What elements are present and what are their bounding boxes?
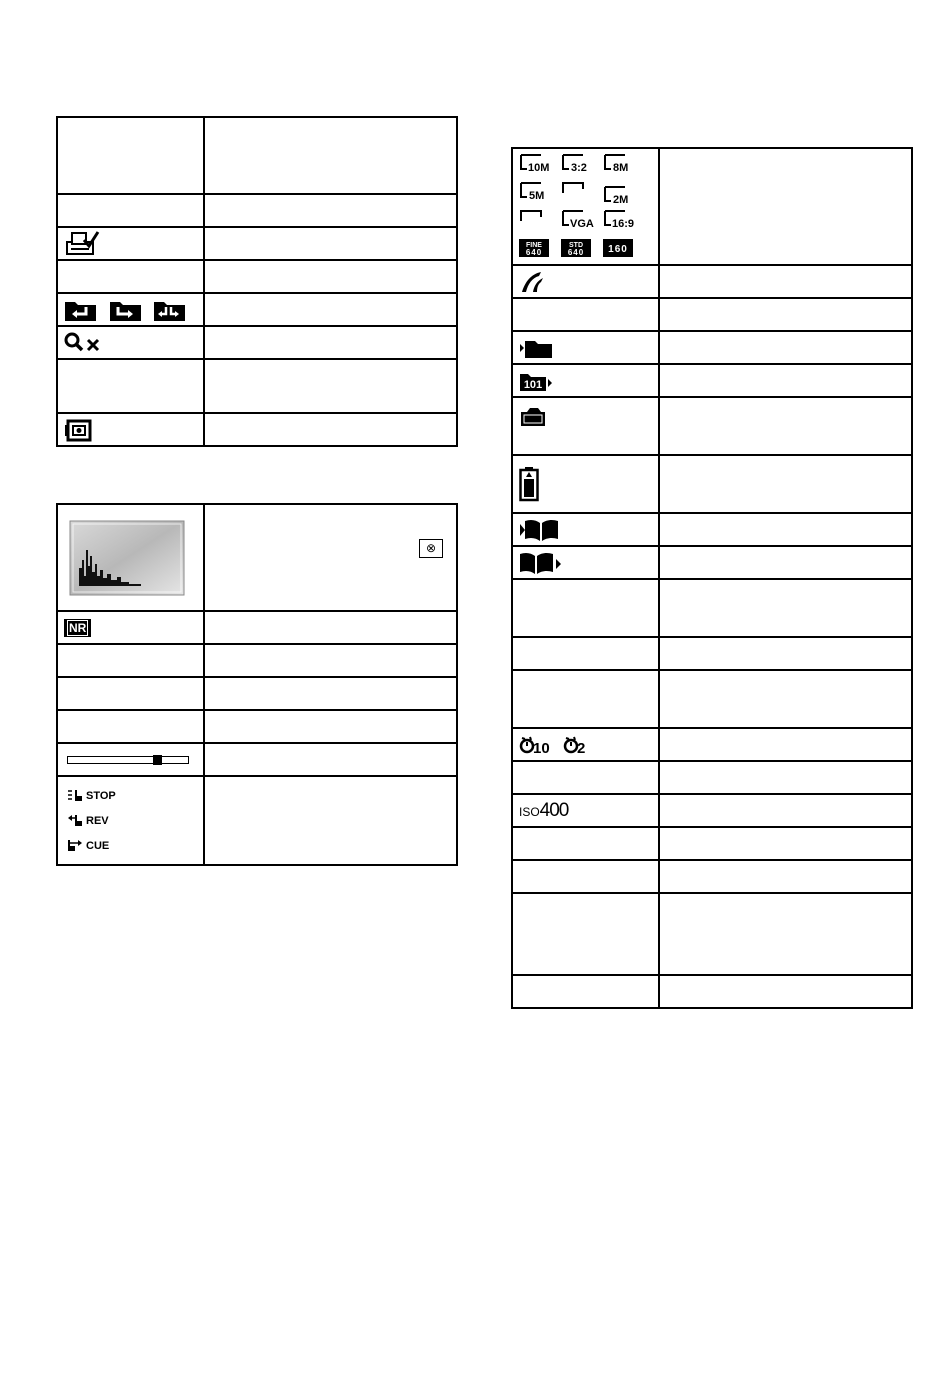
image-size-16-9-icon — [605, 211, 634, 230]
flash-cell — [512, 265, 659, 298]
table-cell — [57, 644, 204, 677]
camera-storage-icon — [519, 406, 547, 428]
folder-swap-icon — [154, 302, 185, 321]
table-cell — [57, 359, 204, 413]
image-size-2m-icon — [605, 187, 628, 206]
table-cell — [204, 194, 457, 227]
flash-swoosh-icon — [519, 270, 547, 294]
table-cell — [512, 761, 659, 794]
folder-exit-icon — [110, 302, 141, 321]
zoom-cancel-cell — [57, 326, 204, 359]
folder-number-label: 101 — [523, 378, 543, 391]
table-cell — [204, 504, 457, 611]
folder-icons-cell — [57, 293, 204, 326]
image-size-3-2-label: 3:2 — [571, 161, 587, 174]
camera-frame-icon — [64, 418, 92, 442]
camera-storage-cell — [512, 397, 659, 455]
table-cell — [659, 364, 912, 397]
rev-label: REV — [86, 814, 109, 827]
self-timer-2-label: 2 — [577, 739, 586, 756]
stop-icon — [67, 789, 83, 802]
table-cell — [204, 359, 457, 413]
image-size-cell — [512, 148, 659, 265]
table-cell — [204, 776, 457, 865]
battery-cell — [512, 455, 659, 513]
self-timer-10-icon — [521, 737, 550, 756]
record-folder-cell — [512, 331, 659, 364]
self-timer-2-icon — [565, 737, 585, 756]
icon-table-top-left — [56, 116, 458, 447]
folder-number-cell — [512, 364, 659, 397]
icon-table-right — [511, 147, 913, 1009]
table-cell — [659, 331, 912, 364]
nr-cell — [57, 611, 204, 644]
table-cell — [204, 260, 457, 293]
table-cell — [512, 827, 659, 860]
folder-nav-icons — [64, 298, 189, 322]
image-size-icons — [519, 153, 639, 261]
image-size-blank-icon — [563, 183, 583, 193]
cue-icon — [67, 839, 83, 852]
table-cell — [512, 975, 659, 1008]
table-cell — [659, 546, 912, 579]
self-timer-10-label: 10 — [533, 739, 550, 756]
table-cell — [204, 326, 457, 359]
table-cell — [204, 227, 457, 260]
table-cell — [659, 975, 912, 1008]
table-cell — [659, 893, 912, 975]
table-cell — [204, 644, 457, 677]
record-folder-icon — [519, 337, 555, 359]
histogram-icon — [69, 520, 185, 596]
book-forward-cell — [512, 546, 659, 579]
playback-bar-cell — [57, 743, 204, 776]
table-cell — [204, 677, 457, 710]
table-cell — [659, 148, 912, 265]
icon-table-bottom-left — [56, 503, 458, 866]
image-size-2m-label: 2M — [613, 193, 629, 206]
table-cell — [512, 893, 659, 975]
image-size-vga-label: VGA — [570, 217, 594, 230]
movie-fine-top: FINE — [526, 241, 542, 249]
playback-rev — [67, 808, 203, 833]
table-cell — [512, 860, 659, 893]
table-cell — [659, 298, 912, 331]
playback-cue — [67, 833, 203, 858]
iso-prefix: ISO — [519, 805, 540, 819]
image-size-8m-label: 8M — [613, 161, 629, 174]
stop-label: STOP — [86, 789, 116, 802]
table-cell — [659, 860, 912, 893]
image-size-16-9-label: 16:9 — [612, 217, 635, 230]
table-cell — [659, 455, 912, 513]
table-cell — [659, 579, 912, 637]
table-cell — [204, 293, 457, 326]
folder-number-icon — [519, 370, 555, 392]
table-cell — [659, 637, 912, 670]
folder-enter-icon — [65, 302, 96, 321]
table-cell — [659, 397, 912, 455]
iso-icon — [519, 801, 658, 820]
playback-controls-cell — [57, 776, 204, 865]
movie-160-icon — [603, 239, 633, 257]
camera-frame-cell — [57, 413, 204, 446]
image-size-10m-icon — [521, 155, 549, 174]
book-back-icon — [519, 518, 563, 542]
table-cell — [512, 670, 659, 728]
movie-fine-640-icon — [519, 239, 549, 257]
nr-icon — [64, 619, 91, 637]
table-cell — [204, 117, 457, 194]
table-cell — [659, 827, 912, 860]
iso-value: 400 — [539, 800, 569, 821]
battery-icon — [519, 466, 539, 502]
table-cell — [57, 194, 204, 227]
image-size-5m-label: 5M — [529, 189, 545, 202]
table-cell — [204, 413, 457, 446]
table-cell — [512, 637, 659, 670]
table-cell — [204, 611, 457, 644]
table-cell — [659, 728, 912, 761]
table-cell — [57, 117, 204, 194]
table-cell — [659, 761, 912, 794]
table-cell — [57, 710, 204, 743]
table-cell — [512, 298, 659, 331]
image-size-8m-icon — [605, 155, 628, 174]
table-cell — [204, 743, 457, 776]
image-size-3-2-icon — [563, 155, 587, 174]
image-size-10m-label: 10M — [528, 161, 550, 174]
histogram-cell — [57, 504, 204, 611]
zoom-x-icon — [64, 332, 104, 354]
table-cell — [204, 710, 457, 743]
movie-std-top: STD — [569, 241, 583, 249]
table-cell — [659, 670, 912, 728]
table-cell — [659, 794, 912, 827]
cue-label: CUE — [86, 839, 110, 852]
book-back-cell — [512, 513, 659, 546]
table-cell — [659, 265, 912, 298]
movie-160-label: 160 — [608, 243, 628, 255]
playback-position-bar-icon — [67, 754, 189, 766]
table-cell — [57, 260, 204, 293]
self-timer-cell — [512, 728, 659, 761]
image-size-5m-icon — [521, 183, 544, 202]
playback-stop — [67, 783, 203, 808]
book-forward-icon — [519, 551, 565, 575]
movie-std-640-icon — [561, 239, 591, 257]
table-cell — [512, 579, 659, 637]
table-cell — [659, 513, 912, 546]
table-cell — [57, 677, 204, 710]
self-timer-icons — [519, 734, 599, 756]
movie-fine-bottom: 640 — [525, 247, 543, 257]
nr-label: NR — [69, 620, 87, 635]
image-size-vga-icon — [563, 211, 594, 230]
print-check-icon — [64, 230, 100, 258]
movie-std-bottom: 640 — [567, 247, 585, 257]
iso-cell — [512, 794, 659, 827]
image-size-blank2-icon — [521, 211, 541, 221]
rev-icon — [67, 814, 83, 827]
histogram-warning-box: ⊗ — [419, 539, 443, 558]
print-check-cell — [57, 227, 204, 260]
